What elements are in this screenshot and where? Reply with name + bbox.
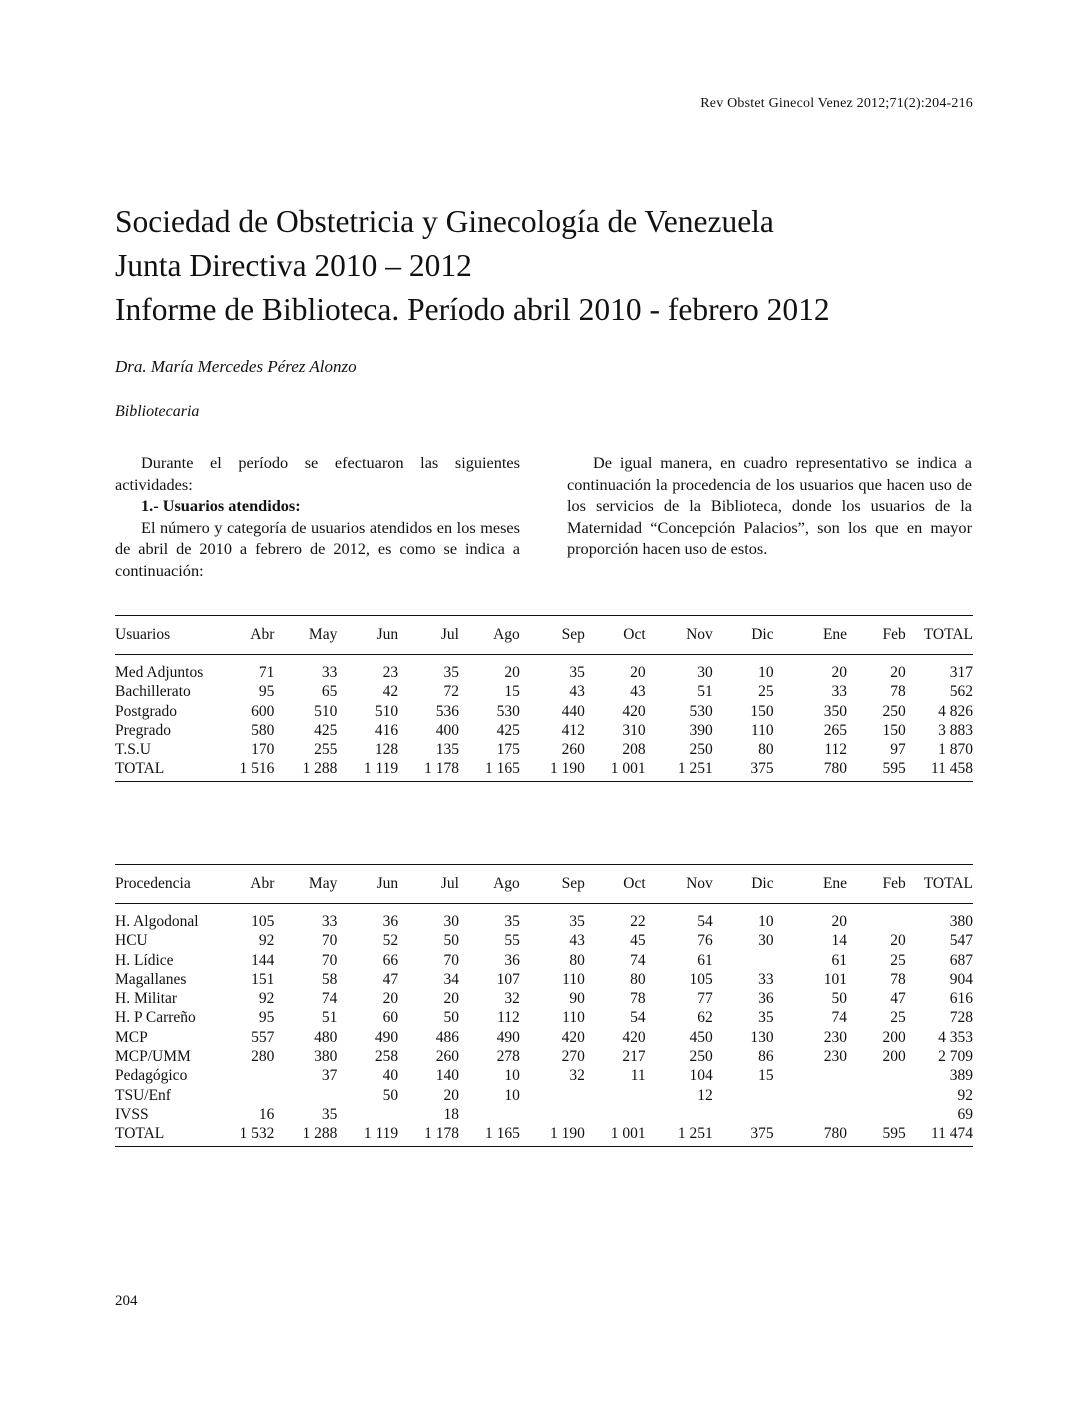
row-label: TOTAL bbox=[115, 760, 165, 778]
table-cell: 60 bbox=[382, 1009, 399, 1027]
table-cell: 4 353 bbox=[938, 1028, 973, 1046]
table-cell: 4 826 bbox=[938, 702, 973, 720]
table-cell: 317 bbox=[949, 664, 973, 681]
table-cell: 2 709 bbox=[938, 1048, 973, 1066]
table-cell: 37 bbox=[321, 1067, 338, 1085]
table-cell: 78 bbox=[630, 990, 646, 1008]
table-cell: 54 bbox=[630, 1009, 646, 1027]
table-cell: 15 bbox=[758, 1067, 774, 1085]
table-cell: 11 bbox=[630, 1067, 646, 1085]
table-cell: 74 bbox=[831, 1009, 848, 1027]
table-cell: 25 bbox=[890, 951, 906, 969]
table-cell: 1 870 bbox=[938, 741, 973, 759]
table-cell: 110 bbox=[562, 970, 585, 988]
table-cell: 36 bbox=[504, 951, 520, 969]
table-row bbox=[115, 931, 973, 950]
table-cell: 80 bbox=[630, 970, 646, 988]
table-row bbox=[115, 904, 973, 932]
table-cell: 425 bbox=[314, 721, 338, 739]
right-column bbox=[567, 452, 972, 560]
table-cell: 66 bbox=[382, 951, 399, 969]
table-cell: 440 bbox=[561, 702, 585, 720]
column-header: Dic bbox=[713, 865, 774, 904]
table-cell bbox=[713, 951, 774, 970]
table-cell: 1 001 bbox=[610, 760, 646, 778]
table-cell: 20 bbox=[382, 990, 399, 1008]
column-header: Jul bbox=[398, 616, 459, 655]
row-label: T.S.U bbox=[115, 741, 151, 759]
column-header: Ene bbox=[774, 616, 847, 655]
table-cell: 480 bbox=[314, 1028, 338, 1046]
table-cell: 10 bbox=[758, 913, 774, 930]
column-header: Feb bbox=[847, 865, 906, 904]
table-cell: 258 bbox=[374, 1048, 399, 1066]
table-cell: 250 bbox=[689, 1048, 713, 1066]
table-cell: 486 bbox=[435, 1028, 459, 1046]
table-cell: 95 bbox=[258, 683, 275, 701]
table-cell: 278 bbox=[496, 1048, 520, 1066]
table-cell: 420 bbox=[561, 1028, 585, 1046]
table-header-row bbox=[115, 616, 973, 655]
table-cell: 151 bbox=[251, 970, 275, 988]
table-cell: 255 bbox=[314, 741, 338, 759]
table-cell: 375 bbox=[750, 760, 774, 778]
table-cell: 1 251 bbox=[677, 760, 713, 778]
table-cell: 33 bbox=[831, 683, 848, 701]
table-row bbox=[115, 970, 973, 989]
row-label: MCP/UMM bbox=[115, 1048, 191, 1066]
table-cell: 350 bbox=[823, 702, 848, 720]
table-cell: 36 bbox=[758, 990, 774, 1008]
table-cell: 35 bbox=[321, 1105, 338, 1123]
table-cell: 1 165 bbox=[484, 760, 520, 778]
table-cell: 92 bbox=[258, 932, 275, 950]
table-cell: 530 bbox=[689, 702, 713, 720]
table-cell: 62 bbox=[697, 1009, 713, 1027]
table-cell: 130 bbox=[750, 1028, 774, 1046]
table-cell: 101 bbox=[823, 970, 848, 988]
table-cell bbox=[713, 1105, 774, 1124]
table-cell: 54 bbox=[697, 913, 713, 930]
table-cell: 104 bbox=[689, 1067, 713, 1085]
table-cell: 22 bbox=[630, 913, 646, 930]
table-cell: 15 bbox=[504, 683, 520, 701]
table-cell: 20 bbox=[443, 1086, 459, 1104]
table-cell bbox=[774, 1105, 847, 1124]
table-cell bbox=[847, 1105, 906, 1124]
table-cell bbox=[646, 1105, 713, 1124]
table-row bbox=[115, 989, 973, 1008]
table-row bbox=[115, 655, 973, 683]
row-label: HCU bbox=[115, 932, 148, 950]
table-cell: 80 bbox=[569, 951, 585, 969]
table-cell: 80 bbox=[758, 741, 774, 759]
row-label: TSU/Enf bbox=[115, 1086, 171, 1104]
column-header: Ene bbox=[774, 865, 847, 904]
column-header: Ago bbox=[459, 616, 520, 655]
table-cell: 45 bbox=[630, 932, 646, 950]
table-cell: 250 bbox=[689, 741, 713, 759]
table-cell: 16 bbox=[258, 1105, 275, 1123]
table-cell: 217 bbox=[622, 1048, 646, 1066]
table-cell: 35 bbox=[504, 913, 520, 930]
table-cell: 380 bbox=[314, 1048, 338, 1066]
table-header-row bbox=[115, 865, 973, 904]
table-cell: 61 bbox=[831, 951, 848, 969]
column-header: Oct bbox=[585, 865, 646, 904]
column-header: May bbox=[274, 865, 337, 904]
table-cell bbox=[220, 1086, 275, 1105]
table-cell: 40 bbox=[382, 1067, 399, 1085]
column-header: Jun bbox=[337, 616, 398, 655]
table-cell: 71 bbox=[258, 664, 275, 681]
table-cell: 11 474 bbox=[930, 1125, 973, 1143]
table-cell: 33 bbox=[321, 913, 338, 930]
row-label: H. Militar bbox=[115, 990, 177, 1008]
row-label: Bachillerato bbox=[115, 683, 191, 701]
row-label: H. P Carreño bbox=[115, 1009, 196, 1027]
row-label: Pedagógico bbox=[115, 1067, 188, 1085]
table-cell: 1 165 bbox=[484, 1125, 520, 1143]
table-cell: 30 bbox=[443, 913, 459, 930]
table-cell: 425 bbox=[496, 721, 520, 739]
table-row bbox=[115, 682, 973, 701]
table-cell: 50 bbox=[443, 932, 459, 950]
table-cell: 310 bbox=[622, 721, 646, 739]
table-usuarios bbox=[115, 615, 973, 782]
column-header: Usuarios bbox=[115, 616, 220, 655]
table-cell: 112 bbox=[497, 1009, 520, 1027]
table-cell: 20 bbox=[831, 664, 848, 681]
author-role: Bibliotecaria bbox=[115, 403, 200, 420]
table-cell: 420 bbox=[622, 702, 646, 720]
table-cell: 72 bbox=[443, 683, 459, 701]
table-cell: 1 288 bbox=[302, 1125, 338, 1143]
table-cell: 25 bbox=[890, 1009, 906, 1027]
table-cell: 50 bbox=[382, 1086, 399, 1104]
table-row bbox=[115, 951, 973, 970]
table-cell: 128 bbox=[374, 741, 399, 759]
table-cell: 557 bbox=[251, 1028, 275, 1046]
table-cell: 107 bbox=[496, 970, 520, 988]
table-cell: 547 bbox=[949, 932, 973, 950]
column-header: Procedencia bbox=[115, 865, 220, 904]
table-cell: 450 bbox=[689, 1028, 713, 1046]
column-header: TOTAL bbox=[906, 616, 973, 655]
row-label: Postgrado bbox=[115, 702, 177, 720]
table-cell: 92 bbox=[957, 1086, 973, 1104]
column-header: Dic bbox=[713, 616, 774, 655]
column-header: TOTAL bbox=[906, 865, 973, 904]
table-cell: 780 bbox=[823, 760, 848, 778]
table-cell: 97 bbox=[890, 741, 906, 759]
table-cell: 687 bbox=[949, 951, 973, 969]
table-cell: 42 bbox=[382, 683, 399, 701]
table-cell: 34 bbox=[443, 970, 459, 988]
table-cell: 200 bbox=[882, 1048, 906, 1066]
table-cell: 1 516 bbox=[239, 760, 275, 778]
table-cell: 1 119 bbox=[363, 760, 399, 778]
table-cell: 58 bbox=[321, 970, 338, 988]
table-cell bbox=[847, 904, 906, 932]
table-cell: 14 bbox=[831, 932, 848, 950]
table-cell: 260 bbox=[435, 1048, 459, 1066]
table-cell: 389 bbox=[949, 1067, 973, 1085]
column-header: Ago bbox=[459, 865, 520, 904]
table-cell: 412 bbox=[561, 721, 585, 739]
table-cell: 110 bbox=[562, 1009, 585, 1027]
table-cell: 61 bbox=[697, 951, 713, 969]
table-cell: 92 bbox=[258, 990, 275, 1008]
table-cell: 416 bbox=[374, 721, 399, 739]
table-cell: 25 bbox=[758, 683, 774, 701]
table-cell: 140 bbox=[435, 1067, 459, 1085]
table-cell: 170 bbox=[251, 741, 275, 759]
table-cell: 30 bbox=[697, 664, 713, 681]
table-cell: 20 bbox=[890, 932, 906, 950]
table-row bbox=[115, 1086, 973, 1105]
table-cell: 105 bbox=[689, 970, 713, 988]
table-cell: 70 bbox=[443, 951, 459, 969]
table-cell: 32 bbox=[569, 1067, 585, 1085]
title-line-3: Informe de Biblioteca. Período abril 2010 - febrero 2012 bbox=[115, 292, 830, 327]
column-header: Sep bbox=[520, 616, 585, 655]
table-cell bbox=[847, 1066, 906, 1085]
table-cell: 86 bbox=[758, 1048, 774, 1066]
table-cell: 77 bbox=[697, 990, 713, 1008]
table-cell bbox=[847, 1086, 906, 1105]
row-label: IVSS bbox=[115, 1105, 149, 1123]
table-cell: 35 bbox=[569, 913, 585, 930]
table-cell: 105 bbox=[251, 913, 275, 930]
table-cell bbox=[520, 1105, 585, 1124]
article-title bbox=[115, 200, 975, 332]
table-cell: 144 bbox=[251, 951, 275, 969]
table-row bbox=[115, 759, 973, 781]
title-line-2: Junta Directiva 2010 – 2012 bbox=[115, 248, 472, 283]
table-cell: 78 bbox=[890, 970, 906, 988]
table-cell: 1 178 bbox=[424, 760, 459, 778]
table-cell: 490 bbox=[496, 1028, 520, 1046]
table-cell: 36 bbox=[382, 913, 399, 930]
table-cell: 20 bbox=[443, 990, 459, 1008]
table-cell: 595 bbox=[882, 1125, 906, 1143]
table-cell bbox=[774, 1086, 847, 1105]
table-cell: 20 bbox=[890, 664, 906, 681]
table-cell: 35 bbox=[569, 664, 585, 681]
column-header: Oct bbox=[585, 616, 646, 655]
table-cell: 510 bbox=[314, 702, 338, 720]
table-cell: 208 bbox=[622, 741, 646, 759]
table-cell: 12 bbox=[697, 1086, 713, 1104]
title-line-1: Sociedad de Obstetricia y Ginecología de Venezuela bbox=[115, 204, 774, 239]
table-cell: 65 bbox=[321, 683, 338, 701]
table-cell: 69 bbox=[957, 1105, 973, 1123]
table-cell: 33 bbox=[321, 664, 338, 681]
table-cell: 536 bbox=[435, 702, 459, 720]
table-cell: 70 bbox=[321, 951, 338, 969]
table-cell: 30 bbox=[758, 932, 774, 950]
table-cell: 95 bbox=[258, 1009, 275, 1027]
table-cell: 1 288 bbox=[302, 760, 338, 778]
table-cell: 55 bbox=[504, 932, 520, 950]
table-cell: 595 bbox=[882, 760, 906, 778]
table-cell: 265 bbox=[823, 721, 848, 739]
table-cell: 47 bbox=[890, 990, 906, 1008]
table-row bbox=[115, 702, 973, 721]
table-cell: 904 bbox=[949, 970, 973, 988]
table-row bbox=[115, 1105, 973, 1124]
table-cell: 135 bbox=[435, 741, 459, 759]
table-cell: 35 bbox=[443, 664, 459, 681]
table-cell: 33 bbox=[758, 970, 774, 988]
table-cell: 1 251 bbox=[677, 1125, 713, 1143]
table-cell: 728 bbox=[949, 1009, 973, 1027]
table-cell: 1 001 bbox=[610, 1125, 646, 1143]
table-cell: 43 bbox=[569, 683, 585, 701]
column-header: Jun bbox=[337, 865, 398, 904]
table-cell: 380 bbox=[949, 913, 973, 930]
row-label: H. Lídice bbox=[115, 951, 174, 969]
table-cell: 35 bbox=[758, 1009, 774, 1027]
table-cell: 43 bbox=[569, 932, 585, 950]
table-procedencia bbox=[115, 864, 973, 1147]
table-cell: 175 bbox=[496, 741, 520, 759]
table-cell bbox=[520, 1086, 585, 1105]
column-header: Nov bbox=[646, 616, 713, 655]
paragraph-procedencia: De igual manera, en cuadro representativo se indica a continuación la procedencia de los usuarios que hacen uso de los servicios de la Biblioteca, donde los usuarios de la Maternidad “Concepción Palacios”, son los que en mayor proporción hacen uso de estos. bbox=[567, 453, 972, 558]
table-cell: 78 bbox=[890, 683, 906, 701]
column-header: Jul bbox=[398, 865, 459, 904]
table-cell: 1 190 bbox=[549, 760, 585, 778]
table-cell: 260 bbox=[561, 741, 585, 759]
table-cell: 50 bbox=[443, 1009, 459, 1027]
table-row bbox=[115, 1047, 973, 1066]
column-header: Feb bbox=[847, 616, 906, 655]
table-cell: 200 bbox=[882, 1028, 906, 1046]
table-row bbox=[115, 721, 973, 740]
table-row bbox=[115, 1008, 973, 1027]
table-cell: 20 bbox=[630, 664, 646, 681]
table-cell: 76 bbox=[697, 932, 713, 950]
table-cell: 616 bbox=[949, 990, 973, 1008]
table-cell: 400 bbox=[435, 721, 459, 739]
table-cell: 1 190 bbox=[549, 1125, 585, 1143]
table-cell bbox=[774, 1066, 847, 1085]
table-cell: 10 bbox=[504, 1067, 520, 1085]
row-label: MCP bbox=[115, 1028, 148, 1046]
column-header: Abr bbox=[220, 616, 275, 655]
table-row bbox=[115, 1066, 973, 1085]
table-cell: 1 119 bbox=[363, 1125, 399, 1143]
row-label: Pregrado bbox=[115, 721, 171, 739]
table-cell: 280 bbox=[251, 1048, 275, 1066]
table-cell: 18 bbox=[443, 1105, 459, 1123]
table-cell: 3 883 bbox=[938, 721, 973, 739]
table-cell: 112 bbox=[824, 741, 848, 759]
table-cell: 32 bbox=[504, 990, 520, 1008]
table-cell: 510 bbox=[374, 702, 399, 720]
paragraph-users: El número y categoría de usuarios atendidos en los meses de abril de 2010 a febrero de 2012, es como se indica a continuación: bbox=[115, 517, 520, 580]
table-cell: 375 bbox=[750, 1125, 774, 1143]
table-cell: 390 bbox=[689, 721, 713, 739]
table-cell: 51 bbox=[321, 1009, 338, 1027]
table-cell: 780 bbox=[823, 1125, 848, 1143]
paragraph-intro: Durante el período se efectuaron las siguientes actividades: bbox=[115, 453, 520, 494]
table-cell bbox=[585, 1086, 646, 1105]
running-head: Rev Obstet Ginecol Venez 2012;71(2):204-216 bbox=[700, 96, 973, 111]
table-cell: 52 bbox=[382, 932, 399, 950]
table-cell: 70 bbox=[321, 932, 338, 950]
table-cell: 562 bbox=[949, 683, 973, 701]
table-cell: 270 bbox=[561, 1048, 585, 1066]
table-row bbox=[115, 1028, 973, 1047]
table-cell: 23 bbox=[382, 664, 399, 681]
table-cell: 420 bbox=[622, 1028, 646, 1046]
row-label: TOTAL bbox=[115, 1125, 165, 1143]
table-cell bbox=[220, 1066, 275, 1085]
table-cell: 110 bbox=[750, 721, 774, 739]
table-cell: 10 bbox=[758, 664, 774, 681]
row-label: Med Adjuntos bbox=[115, 664, 204, 681]
table-cell: 580 bbox=[251, 721, 275, 739]
table-cell: 11 458 bbox=[930, 760, 973, 778]
table-cell: 10 bbox=[504, 1086, 520, 1104]
table-row bbox=[115, 740, 973, 759]
table-cell: 1 178 bbox=[424, 1125, 459, 1143]
table-cell: 50 bbox=[831, 990, 848, 1008]
column-header: Abr bbox=[220, 865, 275, 904]
table-cell: 74 bbox=[321, 990, 338, 1008]
table-cell: 230 bbox=[823, 1028, 848, 1046]
table-cell: 20 bbox=[504, 664, 520, 681]
table-cell: 47 bbox=[382, 970, 399, 988]
table-cell: 43 bbox=[630, 683, 646, 701]
table-cell: 230 bbox=[823, 1048, 848, 1066]
table-cell: 20 bbox=[831, 913, 848, 930]
table-cell: 490 bbox=[374, 1028, 399, 1046]
table-cell: 600 bbox=[251, 702, 275, 720]
column-header: Sep bbox=[520, 865, 585, 904]
table-cell: 51 bbox=[697, 683, 713, 701]
column-header: Nov bbox=[646, 865, 713, 904]
table-cell: 530 bbox=[496, 702, 520, 720]
table-cell: 90 bbox=[569, 990, 585, 1008]
author-name: Dra. María Mercedes Pérez Alonzo bbox=[115, 357, 357, 376]
table-cell: 74 bbox=[630, 951, 646, 969]
table-cell bbox=[274, 1086, 337, 1105]
table-cell bbox=[713, 1086, 774, 1105]
table-cell bbox=[459, 1105, 520, 1124]
row-label: Magallanes bbox=[115, 970, 187, 988]
table-cell: 150 bbox=[750, 702, 774, 720]
row-label: H. Algodonal bbox=[115, 913, 199, 930]
section-heading: 1.- Usuarios atendidos: bbox=[141, 496, 301, 515]
table-cell: 250 bbox=[882, 702, 906, 720]
table-cell: 150 bbox=[882, 721, 906, 739]
column-header: May bbox=[274, 616, 337, 655]
table-row bbox=[115, 1124, 973, 1146]
page-number: 204 bbox=[115, 1293, 138, 1309]
table-cell bbox=[585, 1105, 646, 1124]
table-cell bbox=[337, 1105, 398, 1124]
table-cell: 1 532 bbox=[239, 1125, 275, 1143]
left-column bbox=[115, 452, 520, 581]
